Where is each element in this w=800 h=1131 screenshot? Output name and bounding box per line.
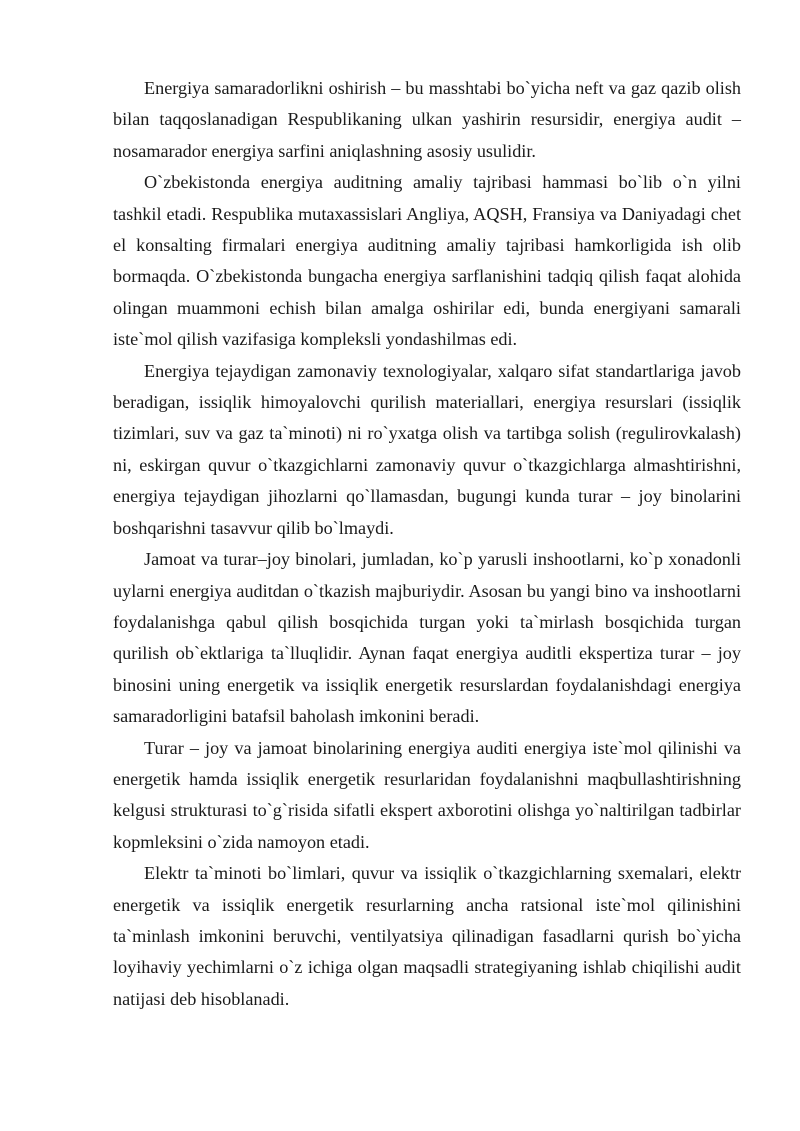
paragraph-5: Turar – joy va jamoat binolarining energiya auditi energiya iste`mol qilinishi va energetik hamda issiqlik energetik resurlaridan foydalanishni maqbullashtirishning kelgusi strukturasi to`g`risida sifatli ekspert axborotini olishga yo`naltirilgan tadbirlar kopmleksini o`zida namoyon etadi. <box>113 737 741 852</box>
paragraph-4: Jamoat va turar–joy binolari, jumladan, ko`p yarusli inshootlarni, ko`p xonadonli uylarni energiya auditdan o`tkazish majburiydir. Asosan bu yangi bino va inshootlarni foydalanishga qabul qilish bosqichida turgan yoki ta`mirlash bosqichida turgan qurilish ob`ektlariga ta`lluqlidir. Aynan faqat energiya auditli ekspertiza turar – joy binosini uning energetik va issiqlik energetik resurslardan foydalanishdagi energiya samaradorligini batafsil baholash imkonini beradi. <box>113 549 741 727</box>
paragraph-1: Energiya samaradorlikni oshirish – bu masshtabi bo`yicha neft va gaz qazib olish bilan taqqoslanadigan Respublikaning ulkan yashirin resursidir, energiya audit – nosamarador energiya sarfini aniqlashning asosiy usulidir. <box>113 78 741 161</box>
body-text <box>113 73 741 1015</box>
paragraph-2: O`zbekistonda energiya auditning amaliy tajribasi hammasi bo`lib o`n yilni tashkil etadi. Respublika mutaxassislari Angliya, AQSH, Fransiya va Daniyadagi chet el konsalting firmalari energiya auditning amaliy tajribasi hamkorligida ish olib bormaqda. O`zbekistonda bungacha energiya sarflanishini tadqiq qilish faqat alohida olingan muammoni echish bilan amalga oshirilar edi, bunda energiyani samarali iste`mol qilish vazifasiga kompleksli yondashilmas edi. <box>113 172 741 350</box>
paragraph-6: Elektr ta`minoti bo`limlari, quvur va issiqlik o`tkazgichlarning sxemalari, elektr energetik va issiqlik energetik resurlarning ancha ratsional iste`mol qilinishini ta`minlash imkonini beruvchi, ventilyatsiya qilinadigan fasadlarni qurish bo`yicha loyihaviy yechimlarni o`z ichiga olgan maqsadli strategiyaning ishlab chiqilishi audit natijasi deb hisoblanadi. <box>113 863 741 1009</box>
paragraph-3: Energiya tejaydigan zamonaviy texnologiyalar, xalqaro sifat standartlariga javob beradigan, issiqlik himoyalovchi qurilish materiallari, energiya resurslari (issiqlik tizimlari, suv va gaz ta`minoti) ni ro`yxatga olish va tartibga solish (regulirovkalash) ni, eskirgan quvur o`tkazgichlarni zamonaviy quvur o`tkazgichlarga almashtirishni, energiya tejaydigan jihozlarni qo`llamasdan, bugungi kunda turar – joy binolarini boshqarishni tasavvur qilib bo`lmaydi. <box>113 360 741 538</box>
